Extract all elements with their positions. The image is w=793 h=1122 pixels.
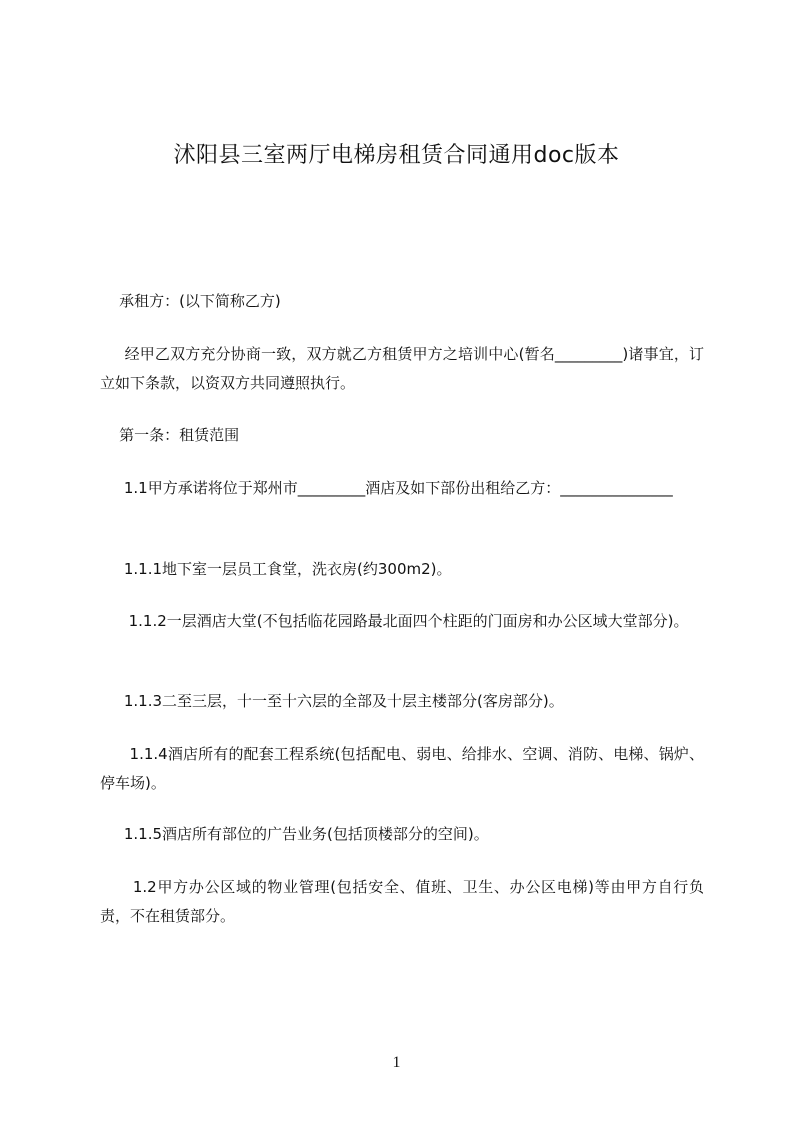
paragraph-clause-1-1-2: 1.1.2一层酒店大堂(不包括临花园路最北面四个柱距的门面房和办公区域大堂部分)。 bbox=[100, 612, 689, 630]
paragraph-clause-1-1-5: 1.1.5酒店所有部位的广告业务(包括顶楼部分的空间)。 bbox=[100, 825, 489, 843]
paragraph-clause-1-1-3: 1.1.3二至三层，十一至十六层的全部及十层主楼部分(客房部分)。 bbox=[100, 692, 564, 710]
paragraph-clause-1-2: 1.2甲方办公区域的物业管理(包括安全、值班、卫生、办公区电梯)等由甲方自行负责，不在租赁部分。 bbox=[100, 878, 704, 925]
paragraph-clause-1-1: 1.1甲方承诺将位于郑州市_________酒店及如下部份出租给乙方：_______________ bbox=[100, 479, 673, 497]
paragraph-lessee: 承租方：(以下简称乙方) bbox=[100, 292, 281, 310]
paragraph-article-1-heading: 第一条：租赁范围 bbox=[100, 426, 240, 444]
page-number: 1 bbox=[392, 1054, 401, 1071]
page-title: 沭阳县三室两厅电梯房租赁合同通用doc版本 bbox=[173, 143, 620, 168]
paragraph-clause-1-1-4: 1.1.4酒店所有的配套工程系统(包括配电、弱电、给排水、空调、消防、电梯、锅炉、停车场)。 bbox=[100, 745, 705, 792]
paragraph-agreement: 经甲乙双方充分协商一致，双方就乙方租赁甲方之培训中心(暂名_________)诸事宜，订立如下条款，以资双方共同遵照执行。 bbox=[100, 345, 704, 392]
paragraph-clause-1-1-1: 1.1.1地下室一层员工食堂，洗衣房(约300m2)。 bbox=[100, 560, 452, 578]
